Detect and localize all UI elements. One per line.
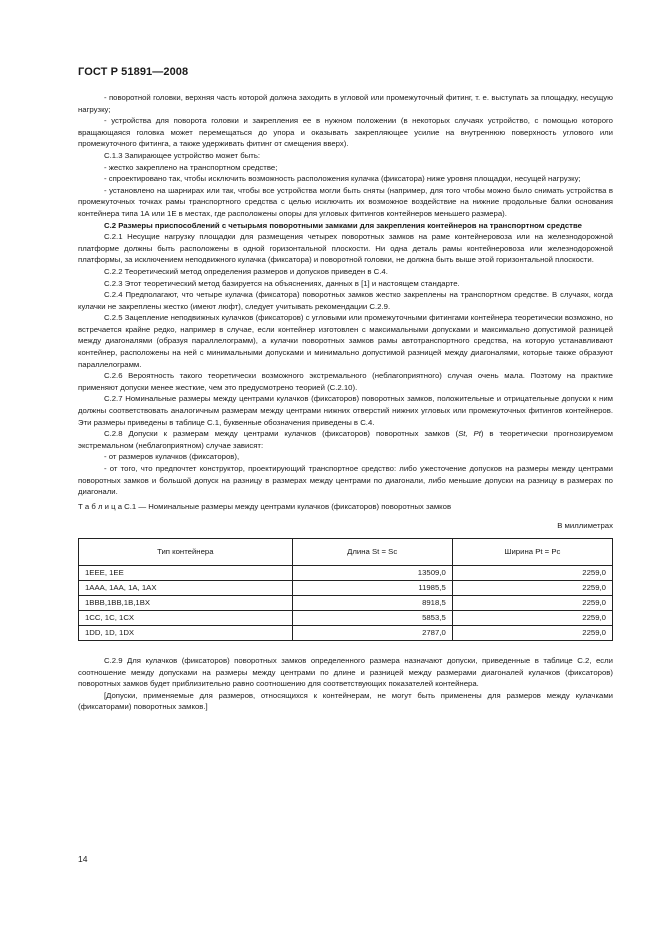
table-header-row [79, 538, 613, 565]
paragraph-text: С.2.8 Допуски к размерам между центрами кулачков (фиксаторов) поворотных замков ( [104, 429, 459, 439]
table-cell: 2787,0 [292, 625, 452, 640]
list-item: - от размеров кулачков (фиксаторов), [104, 452, 240, 462]
table-row [79, 610, 613, 625]
table-row [79, 625, 613, 640]
page-content [78, 92, 613, 713]
paragraph [78, 428, 613, 451]
paragraph: - спроектировано так, чтобы исключить возможность расположения кулачка (фиксатора) ниже уровня площадки, несущей нагрузку; [104, 174, 581, 184]
table-cell: 2259,0 [452, 625, 612, 640]
table-row [79, 580, 613, 595]
table-cell: 11985,5 [292, 580, 452, 595]
table-cell: 1EEE, 1EE [79, 565, 293, 580]
table-caption [78, 501, 613, 513]
paragraph: С.2.3 Этот теоретический метод базируется на объяснениях, данных в [1] и настоящем стандарте. [104, 278, 460, 288]
table-cell: 13509,0 [292, 565, 452, 580]
paragraph: С.2.6 Вероятность такого теоретически возможного экстремального (неблагоприятного) случая очень мала. Поэтому на практике применяют допуски менее жесткие, чем это предусмотрено теорией (С.2.10). [78, 371, 613, 392]
table-row [79, 595, 613, 610]
paragraph: С.2.1 Несущие нагрузку площадки для размещения четырех поворотных замков на раме контейнеровоза или на железнодорожной платформе должны быть расположены в одной горизонтальной плоскости. Ни одна деталь рамы контейнеровоза или железнодорожной платформы, за исключением неподвижного кулачка (фиксатора) и поворотной головки, не должна быть выше этой горизонтальной плоскости. [78, 232, 613, 265]
table-cell: 2259,0 [452, 580, 612, 595]
list-item: - от того, что предпочтет конструктор, проектирующий транспортное средство: либо ужесточение допусков на размеры между центрами поворотных замков и большой допуск на разницу в размерах между центрами по диагонали, либо меньшие допуски на разницу в размерах по диагонали. [78, 464, 613, 497]
paragraph: С.2.9 Для кулачков (фиксаторов) поворотных замков определенного размера назначают допуски, приведенные в таблице С.2, если соотношение между допусками на размеры между центрами по длине и разницей между размерами диагоналей кулачков (фиксаторов) поворотных замков будет приблизительно равно соотношению для соответствующих показателей контейнера. [78, 655, 613, 689]
paragraph: [Допуски, применяемые для размеров, относящихся к контейнерам, не могут быть применены для размеров между кулачками (фиксаторами) поворотных замков.] [78, 690, 613, 712]
table-cell: 2259,0 [452, 595, 612, 610]
paragraph: С.2.4 Предполагают, что четыре кулачка (фиксатора) поворотных замков жестко закреплены на транспортном средстве. В случаях, когда кулачки не закреплены жестко (имеют люфт), следует учитывать рекомендации С.2.9. [78, 290, 613, 311]
table-caption-text: — Номинальные размеры между центрами кулачков (фиксаторов) поворотных замков [136, 501, 452, 511]
column-header: Длина St = Sc [292, 538, 452, 565]
table-cell: 1AAA, 1AA, 1A, 1AX [79, 580, 293, 595]
paragraph: С.1.3 Запирающее устройство может быть: [104, 150, 261, 160]
standard-header: ГОСТ Р 51891—2008 [78, 66, 189, 78]
table-row [79, 565, 613, 580]
paragraph: С.2.7 Номинальные размеры между центрами кулачков (фиксаторов) поворотных замков, положительные и отрицательные допуски к ним должны соответствовать аналогичным размерам между центрами нижних отверстий нижних угловых или промежуточных фитингов контейнеров. Эти размеры приведены в таблице С.1, буквенные обозначения приведены в С.4. [78, 394, 613, 427]
column-header: Ширина Pt = Pc [452, 538, 612, 565]
paragraph: - поворотной головки, верхняя часть которой должна заходить в угловой или промежуточный фитинг, т. е. выступать за площадку, несущую нагрузку; [78, 93, 613, 114]
dimensions-table [78, 538, 613, 641]
paragraph: - установлено на шарнирах или так, чтобы все устройства могли быть сняты (например, для того чтобы можно было снимать устройства в промежуточных точках рамы транспортного средства с целью исключить их возможное воздействие на нижние продольные балки основания контейнера типа 1А или 1Е в местах, где расположены опоры для угловых фитингов контейнеров меньшего размера). [78, 185, 613, 218]
section-heading: С.2 Размеры приспособлений с четырьмя поворотными замками для закрепления контейнеров на транспортном средстве [104, 220, 582, 230]
table-cell: 1DD, 1D, 1DX [79, 625, 293, 640]
paragraph: С.2.5 Зацепление неподвижных кулачков (фиксаторов) с угловыми или промежуточными фитингами контейнера теоретически возможно, но встречается крайне редко, например в случае, если контейнер изготовлен с максимальными допусками и максимально допустимой разницей между диагоналями (образуя параллелограмм), а кулачки поворотных замков рамы автотранспортного средства, на которую устанавливают контейнер, расположены на ней с минимальными допусками и минимально допустимой разницей между диагоналями, которые также образуют параллелограмм. [78, 313, 613, 369]
paragraph-text: ) в теоретически прогнозируемом экстремальном (неблагоприятном) случае зависят: [78, 429, 614, 450]
table-cell: 2259,0 [452, 610, 612, 625]
table-cell: 1CC, 1C, 1CX [79, 610, 293, 625]
table-cell: 8918,5 [292, 595, 452, 610]
table-caption-label: Т а б л и ц а С.1 [78, 501, 137, 511]
page-number: 14 [78, 854, 88, 864]
table-cell: 5853,5 [292, 610, 452, 625]
table-units: В миллиметрах [557, 521, 613, 531]
table-cell: 1BBB,1BB,1B,1BX [79, 595, 293, 610]
symbol-text: St, Pt [458, 429, 481, 439]
paragraph: - устройства для поворота головки и закрепления ее в нужном положении (в некоторых случаях устройство, с помощью которого вращающаяся головка может перемещаться до упора и оказывать закрепляющее усилие на внутреннюю поверхность углового или промежуточного фитинга, а также удерживать фитинг от смещения вверх). [78, 116, 613, 149]
paragraph: С.2.2 Теоретический метод определения размеров и допусков приведен в С.4. [104, 266, 388, 276]
paragraph: - жестко закреплено на транспортном средстве; [104, 162, 278, 172]
table-cell: 2259,0 [452, 565, 612, 580]
column-header: Тип контейнера [79, 538, 293, 565]
